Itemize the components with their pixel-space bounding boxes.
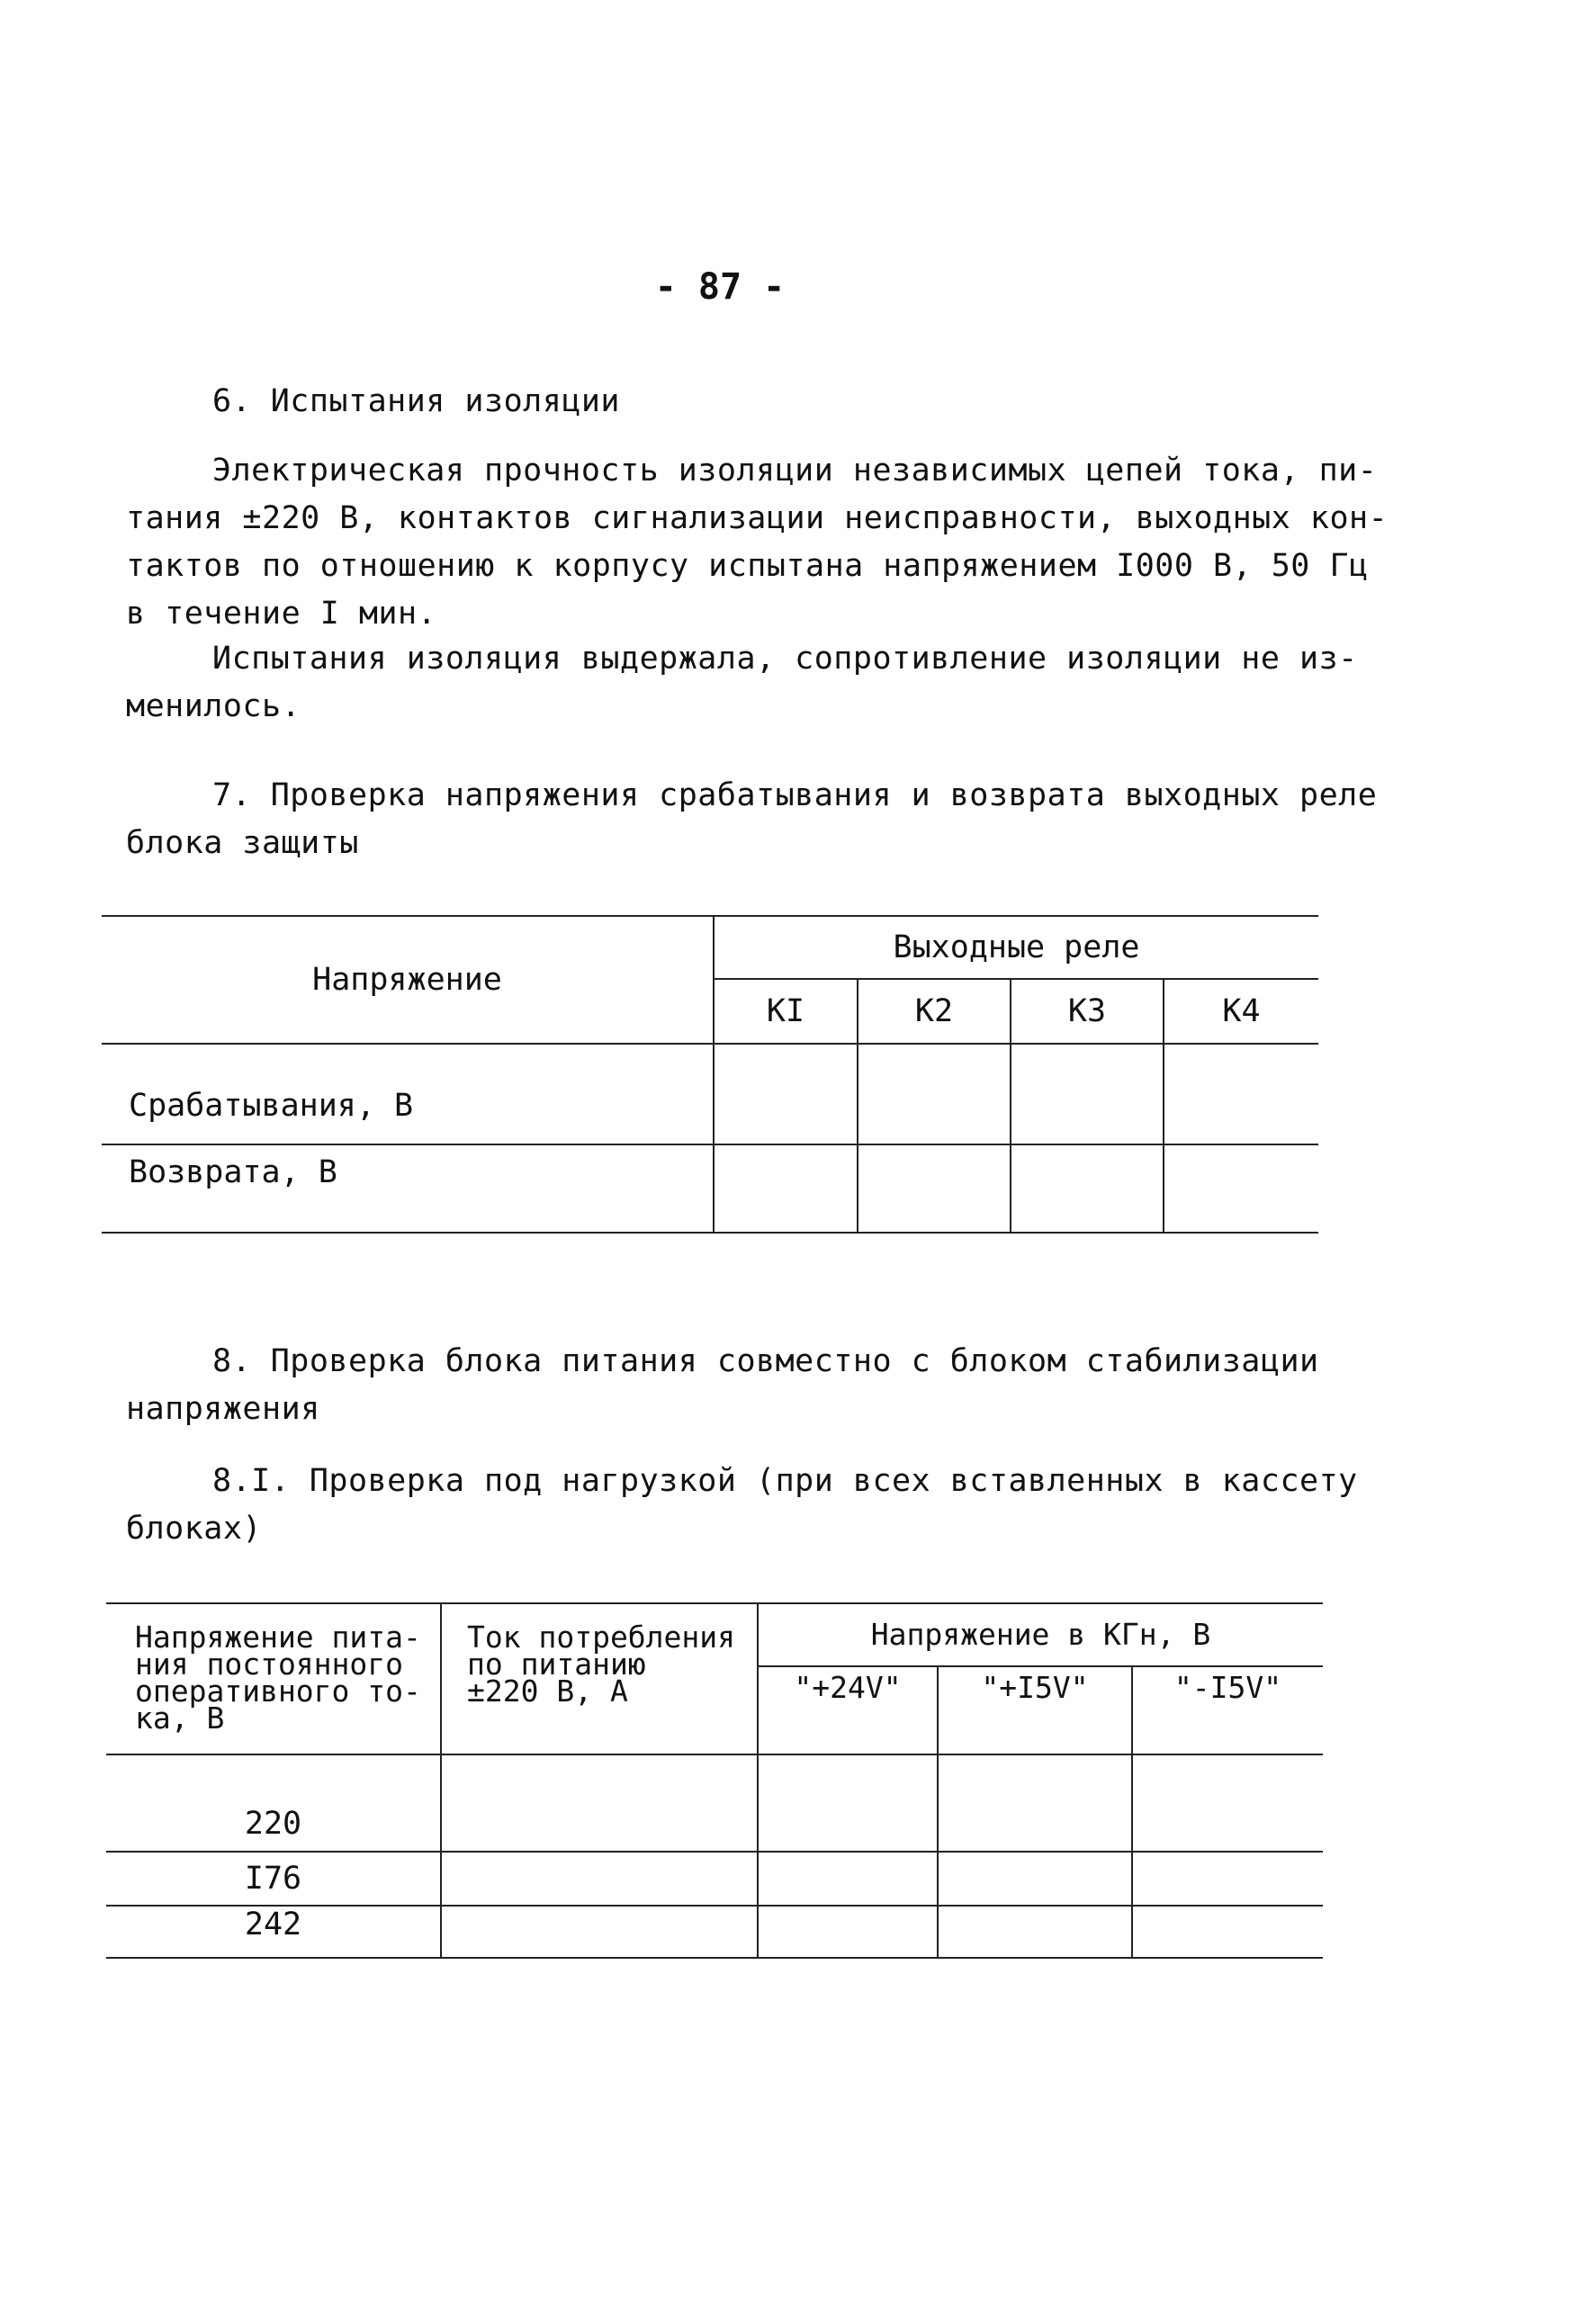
voltage-column-header: Напряжение: [102, 916, 714, 1044]
table-cell: [441, 1906, 758, 1958]
section-6-para1-line2: тания ±220 В, контактов сигнализации неисправности, выходных кон-: [126, 500, 1389, 536]
section-6-para1-line4: в течение I мин.: [126, 596, 437, 632]
table-cell: [938, 1906, 1132, 1958]
table-row: [106, 1754, 1323, 1852]
section-6-para2-line1: Испытания изоляция выдержала, сопротивление изоляции не из-: [212, 641, 1358, 677]
table-row: [102, 1144, 1318, 1233]
table-cell: [758, 1852, 938, 1906]
table-cell: [1132, 1906, 1323, 1958]
relay-k1-header: КI: [714, 979, 858, 1044]
relay-k3-header: К3: [1011, 979, 1164, 1044]
voltage-220: 220: [106, 1754, 441, 1852]
plus-15v-header: "+I5V": [938, 1666, 1132, 1754]
table-cell: [758, 1754, 938, 1852]
section-8-heading-line2: напряжения: [126, 1391, 320, 1427]
output-relays-header: Выходные реле: [714, 916, 1318, 979]
section-7-heading-line1: 7. Проверка напряжения срабатывания и возврата выходных реле: [212, 777, 1378, 813]
table-cell: [714, 1044, 858, 1144]
relay-k4-header: К4: [1164, 979, 1318, 1044]
table-cell: [858, 1144, 1011, 1233]
section-7-heading-line2: блока защиты: [126, 825, 359, 861]
voltage-176: I76: [106, 1852, 441, 1906]
table-cell: [441, 1852, 758, 1906]
plus-24v-header: "+24V": [758, 1666, 938, 1754]
relay-voltage-table: [102, 915, 1318, 1234]
table-cell: [858, 1044, 1011, 1144]
table-cell: [1132, 1852, 1323, 1906]
table-cell: [1164, 1144, 1318, 1233]
table-cell: [758, 1906, 938, 1958]
supply-voltage-header: Напряжение пита- ния постоянного оперативного то- ка, В: [106, 1603, 441, 1754]
kgn-voltage-header: Напряжение в КГн, В: [758, 1603, 1323, 1666]
table-row: [106, 1852, 1323, 1906]
table-cell: [938, 1852, 1132, 1906]
section-8-1-heading-line2: блоках): [126, 1511, 263, 1547]
section-6-para2-line2: менилось.: [126, 688, 301, 724]
section-8-heading-line1: 8. Проверка блока питания совместно с блоком стабилизации: [212, 1343, 1319, 1379]
voltage-242: 242: [106, 1906, 441, 1958]
section-6-para1-line1: Электрическая прочность изоляции независимых цепей тока, пи-: [212, 453, 1378, 489]
table-cell: [714, 1144, 858, 1233]
section-6-para1-line3: тактов по отношению к корпусу испытана напряжением I000 В, 50 Гц: [126, 548, 1369, 584]
relay-k2-header: К2: [858, 979, 1011, 1044]
table-row: [102, 1044, 1318, 1144]
row-label-pickup: Срабатывания, В: [102, 1044, 714, 1144]
section-6-heading: 6. Испытания изоляции: [212, 383, 621, 419]
minus-15v-header: "-I5V": [1132, 1666, 1323, 1754]
table-cell: [441, 1754, 758, 1852]
table-cell: [1164, 1044, 1318, 1144]
table-cell: [938, 1754, 1132, 1852]
table-cell: [1011, 1044, 1164, 1144]
table-row: [106, 1906, 1323, 1958]
section-8-1-heading-line1: 8.I. Проверка под нагрузкой (при всех вставленных в кассету: [212, 1463, 1358, 1499]
table-cell: [1011, 1144, 1164, 1233]
page-number: - 87 -: [654, 266, 786, 308]
power-supply-table: [106, 1602, 1323, 1959]
current-consumption-header: Ток потребления по питанию ±220 В, А: [441, 1603, 758, 1754]
row-label-return: Возврата, В: [102, 1144, 714, 1233]
table-cell: [1132, 1754, 1323, 1852]
